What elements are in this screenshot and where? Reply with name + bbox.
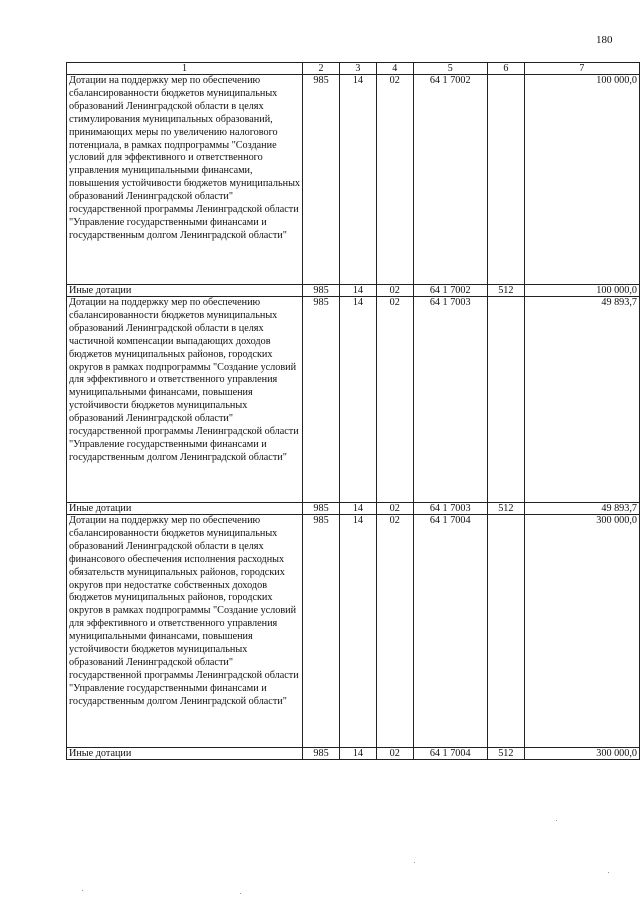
row-col-6 [487, 297, 524, 503]
row-description: Иные дотации [67, 285, 303, 297]
row-description: Иные дотации [67, 748, 303, 760]
budget-table [66, 62, 640, 760]
row-col-6: 512 [487, 503, 524, 515]
row-amount: 100 000,0 [524, 285, 639, 297]
header-col-4: 4 [376, 63, 413, 75]
row-col-4: 02 [376, 503, 413, 515]
row-col-2: 985 [303, 503, 340, 515]
row-col-2: 985 [303, 297, 340, 503]
scan-speck [240, 893, 241, 894]
scan-speck [556, 820, 557, 821]
row-col-6: 512 [487, 748, 524, 760]
row-col-2: 985 [303, 748, 340, 760]
row-amount: 300 000,0 [524, 515, 639, 748]
table-row [67, 75, 640, 285]
row-amount: 49 893,7 [524, 297, 639, 503]
row-col-4: 02 [376, 285, 413, 297]
header-col-1: 1 [67, 63, 303, 75]
header-col-7: 7 [524, 63, 639, 75]
row-col-5: 64 1 7003 [413, 503, 487, 515]
row-col-2: 985 [303, 75, 340, 285]
table-row [67, 285, 640, 297]
row-col-6: 512 [487, 285, 524, 297]
row-col-5: 64 1 7004 [413, 515, 487, 748]
row-amount: 300 000,0 [524, 748, 639, 760]
row-amount: 100 000,0 [524, 75, 639, 285]
row-col-4: 02 [376, 75, 413, 285]
header-col-3: 3 [340, 63, 377, 75]
row-col-4: 02 [376, 515, 413, 748]
header-col-6: 6 [487, 63, 524, 75]
table-row [67, 297, 640, 503]
header-col-5: 5 [413, 63, 487, 75]
row-col-5: 64 1 7003 [413, 297, 487, 503]
header-row [67, 63, 640, 75]
row-description: Иные дотации [67, 503, 303, 515]
row-col-5: 64 1 7002 [413, 285, 487, 297]
row-col-3: 14 [340, 748, 377, 760]
row-col-4: 02 [376, 297, 413, 503]
row-col-3: 14 [340, 515, 377, 748]
scan-speck [608, 872, 609, 873]
row-description: Дотации на поддержку мер по обеспечению сбалансированности бюджетов муниципальных образований Ленинградской области в целях частичной компенсации выпадающих доходов бюджетов муниципальных районов, городских округов в рамках подпрограммы "Создание условий для эффективного и ответственного управления муниципальными финансами, повышения устойчивости бюджетов муниципальных образований Ленинградской области" государственной программы Ленинградской области "Управление государственными финансами и государственным долгом Ленинградской области" [67, 297, 303, 503]
table-row [67, 503, 640, 515]
row-amount: 49 893,7 [524, 503, 639, 515]
row-col-5: 64 1 7004 [413, 748, 487, 760]
row-description: Дотации на поддержку мер по обеспечению сбалансированности бюджетов муниципальных образований Ленинградской области в целях стимулирования муниципальных образований, принимающих меры по увеличению налогового потенциала, в рамках подпрограммы "Создание условий для эффективного и ответственного управления муниципальными финансами, повышения устойчивости бюджетов муниципальных образований Ленинградской области" государственной программы Ленинградской области "Управление государственными финансами и государственным долгом Ленинградской области" [67, 75, 303, 285]
header-col-2: 2 [303, 63, 340, 75]
row-col-2: 985 [303, 285, 340, 297]
row-col-3: 14 [340, 285, 377, 297]
table-row [67, 515, 640, 748]
row-col-3: 14 [340, 75, 377, 285]
row-col-4: 02 [376, 748, 413, 760]
row-col-3: 14 [340, 297, 377, 503]
scan-speck [414, 862, 415, 863]
row-description: Дотации на поддержку мер по обеспечению сбалансированности бюджетов муниципальных образований Ленинградской области в целях финансового обеспечения исполнения расходных обязательств муниципальных районов, городских округов при недостатке собственных доходов бюджетов муниципальных районов, городских округов в рамках подпрограммы "Создание условий для эффективного и ответственного управления муниципальными финансами, повышения устойчивости бюджетов муниципальных образований Ленинградской области" государственной программы Ленинградской области "Управление государственными финансами и государственным долгом Ленинградской области" [67, 515, 303, 748]
row-col-3: 14 [340, 503, 377, 515]
row-col-6 [487, 515, 524, 748]
row-col-2: 985 [303, 515, 340, 748]
table-row [67, 748, 640, 760]
scan-speck [82, 890, 83, 891]
row-col-6 [487, 75, 524, 285]
page-number: 180 [596, 34, 613, 46]
row-col-5: 64 1 7002 [413, 75, 487, 285]
